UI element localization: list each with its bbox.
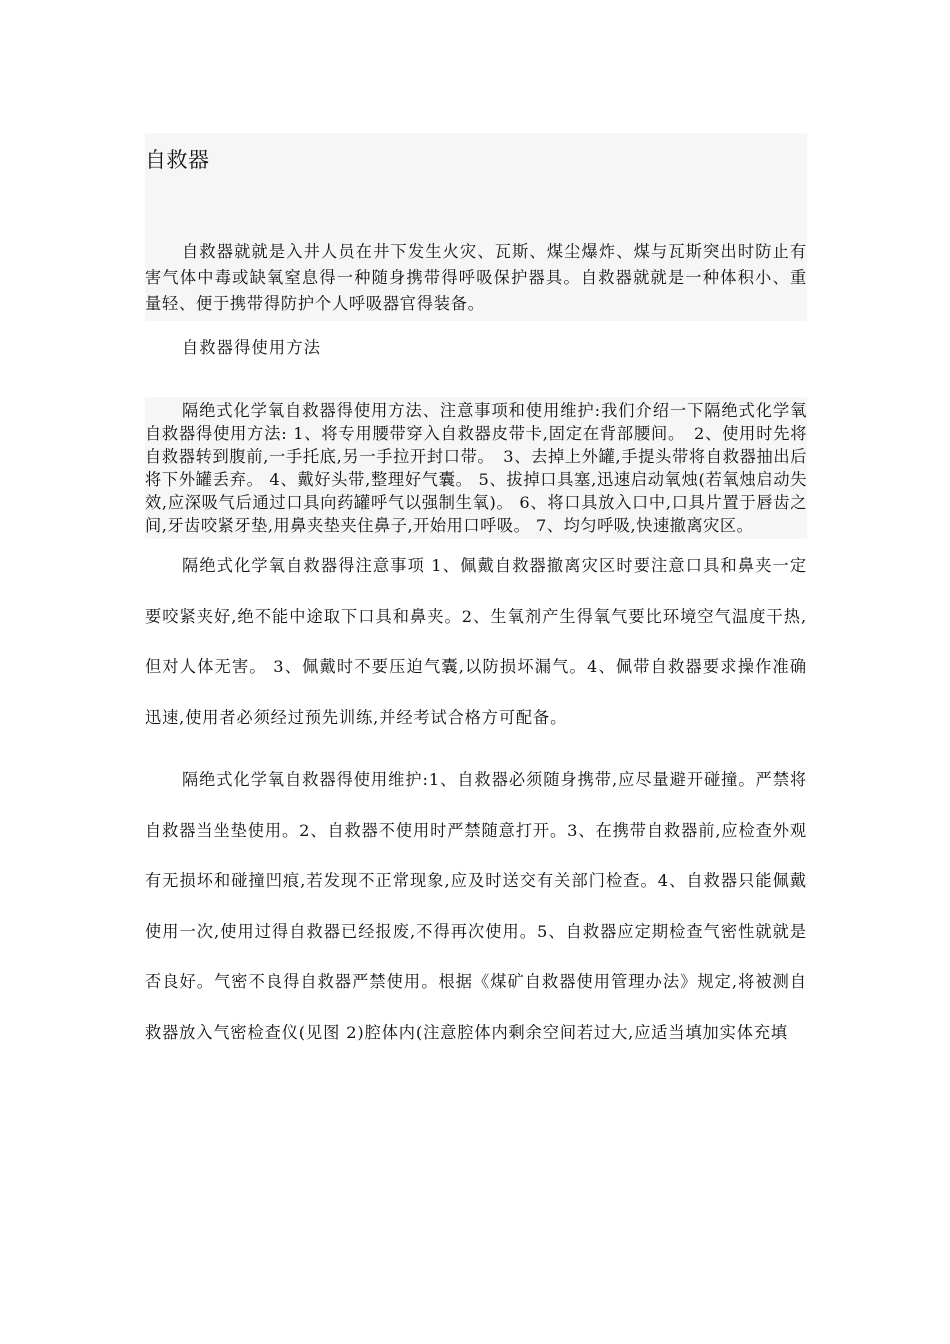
document-page	[145, 133, 807, 1058]
precautions-paragraph: 隔绝式化学氧自救器得注意事项 1、佩戴自救器撤离灾区时要注意口具和鼻夹一定要咬紧夹好,绝不能中途取下口具和鼻夹。2、生氧剂产生得氧气要比环境空气温度干热,但对人体无害。 3、佩戴时不要压迫气囊,以防损坏漏气。4、佩带自救器要求操作准确迅速,使用者必须经过预先训练,并经考试合格方可配备。	[145, 556, 807, 727]
intro-section	[145, 133, 807, 321]
intro-paragraph: 自救器就就是入井人员在井下发生火灾、瓦斯、煤尘爆炸、煤与瓦斯突出时防止有害气体中毒或缺氧窒息得一种随身携带得呼吸保护器具。自救器就就是一种体积小、重量轻、便于携带得防护个人呼吸器官得装备。	[145, 242, 807, 313]
document-title: 自救器	[145, 148, 210, 172]
usage-steps-paragraph: 隔绝式化学氧自救器得使用方法、注意事项和使用维护:我们介绍一下隔绝式化学氧自救器得使用方法: 1、将专用腰带穿入自救器皮带卡,固定在背部腰间。 2、使用时先将自救器转到腹前,一手托底,另一手拉开封口带。 3、去掉上外罐,手提头带将自救器抽出后将下外罐丢弃。 4、戴好头带,整理好气囊。 5、拔掉口具塞,迅速启动氧烛(若氧烛启动失效,应深吸气后通过口具向药罐呼气以强制生氧)。 6、将口具放入口中,口具片置于唇齿之间,牙齿咬紧牙垫,用鼻夹垫夹住鼻子,开始用口呼吸。 7、均匀呼吸,快速撤离灾区。	[145, 397, 807, 539]
usage-heading: 自救器得使用方法	[182, 338, 322, 357]
maintenance-paragraph: 隔绝式化学氧自救器得使用维护:1、自救器必须随身携带,应尽量避开碰撞。严禁将自救器当坐垫使用。2、自救器不使用时严禁随意打开。3、在携带自救器前,应检查外观有无损坏和碰撞凹痕,若发现不正常现象,应及时送交有关部门检查。4、自救器只能佩戴使用一次,使用过得自救器已经报废,不得再次使用。5、自救器应定期检查气密性就就是否良好。气密不良得自救器严禁使用。根据《煤矿自救器使用管理办法》规定,将被测自救器放入气密检查仪(见图 2)腔体内(注意腔体内剩余空间若过大,应适当填加实体充填	[145, 770, 807, 1042]
